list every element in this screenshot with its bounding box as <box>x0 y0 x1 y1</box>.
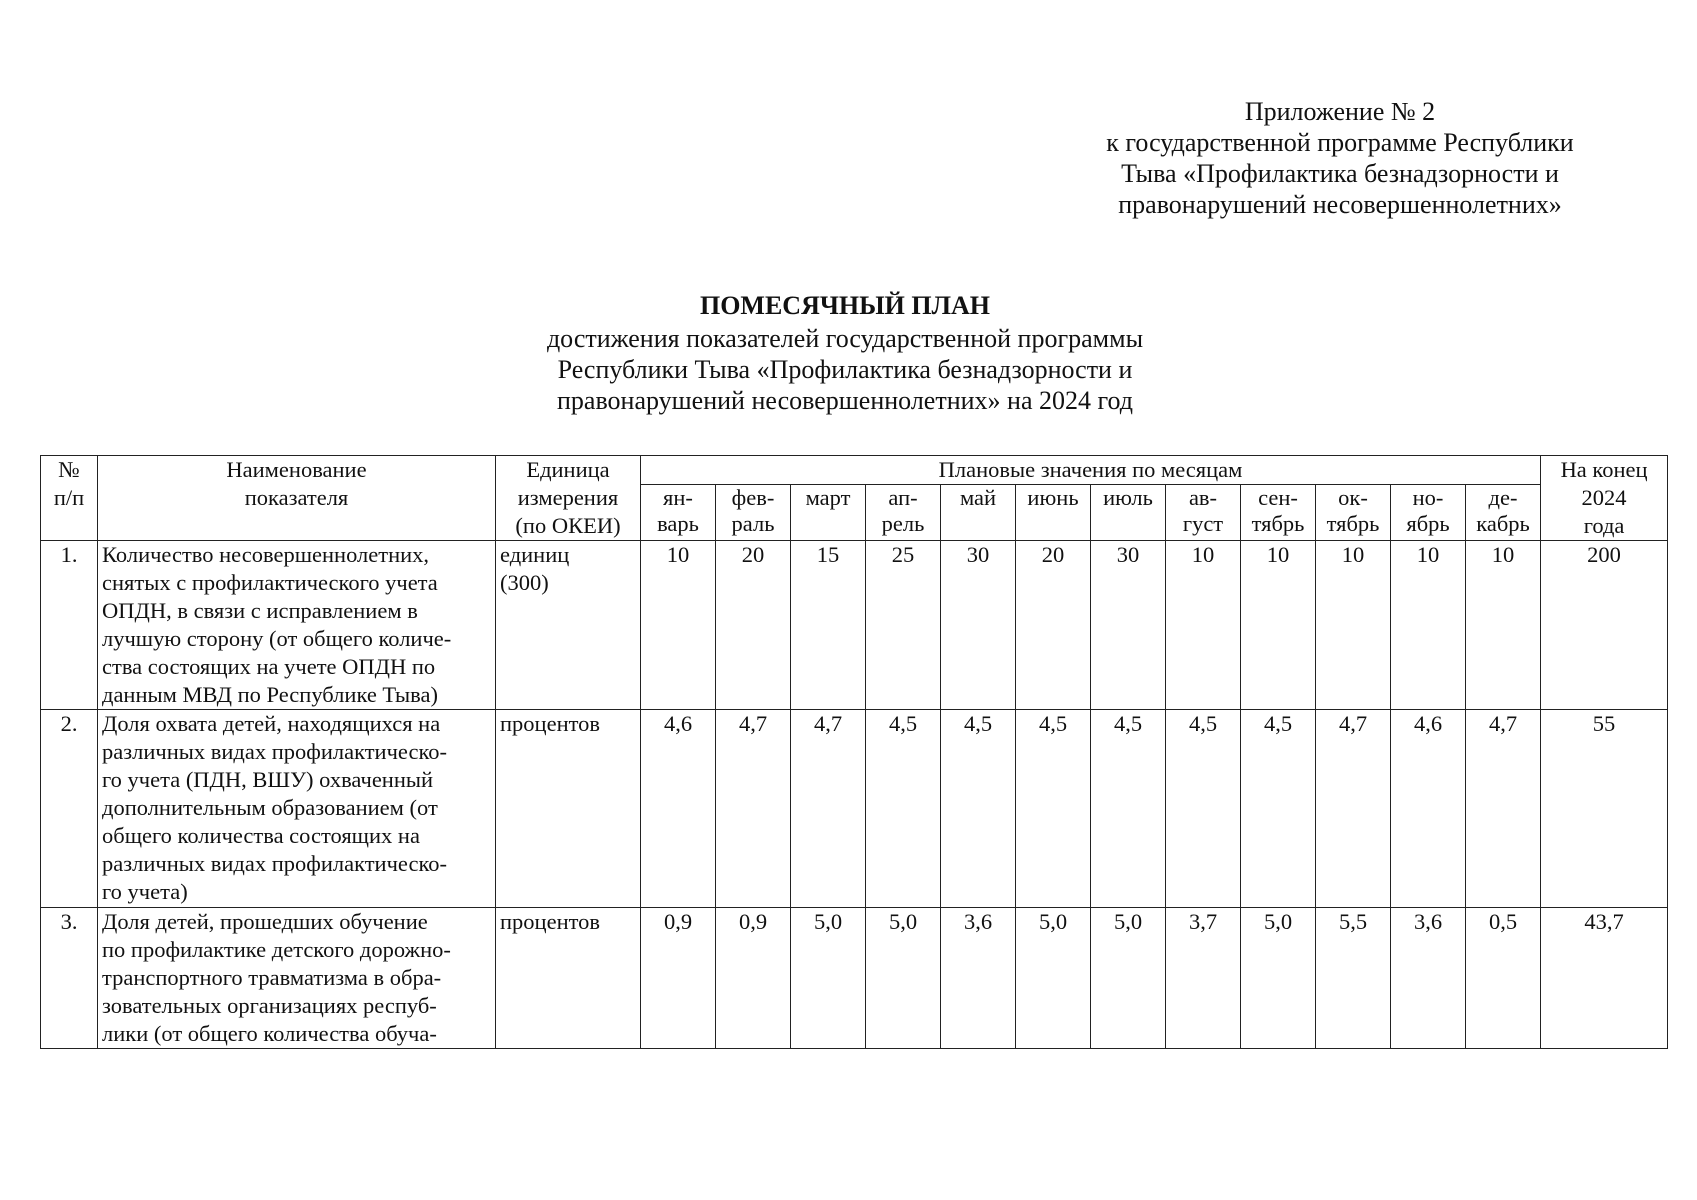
subtitle-line: правонарушений несовершеннолетних» на 2024 год <box>557 386 1133 415</box>
indicator-name <box>98 908 496 1049</box>
header-month-line: тябрь <box>1251 511 1305 536</box>
header-month-line: рель <box>881 511 925 536</box>
indicator-name <box>98 541 496 710</box>
header-month-line: ок- <box>1338 485 1368 510</box>
month-value: 10 <box>1391 541 1466 710</box>
indicator-name-line: дополнительным образованием (от <box>102 795 438 820</box>
row-number: 2. <box>41 710 98 908</box>
header-month <box>1241 485 1316 541</box>
header-unit <box>496 456 641 541</box>
subtitle-line: достижения показателей государственной программы <box>546 324 1144 353</box>
unit-of-measure <box>496 710 641 908</box>
header-month-line: ап- <box>888 485 918 510</box>
month-value: 3,6 <box>1391 908 1466 1049</box>
year-end-value: 55 <box>1541 710 1668 908</box>
month-value: 4,5 <box>1166 710 1241 908</box>
header-month-line: фев- <box>731 485 775 510</box>
month-value: 5,0 <box>1016 908 1091 1049</box>
indicator-name-line: ства состоящих на учете ОПДН по <box>102 654 436 679</box>
indicator-name-line: общего количества состоящих на <box>102 823 420 848</box>
header-month-line: май <box>959 485 997 510</box>
header-month-line: июнь <box>1027 485 1079 510</box>
header-month <box>791 485 866 541</box>
month-value: 4,7 <box>791 710 866 908</box>
month-value: 4,6 <box>1391 710 1466 908</box>
header-unit-line: Единица <box>526 457 610 482</box>
indicator-name-line: Доля охвата детей, находящихся на <box>102 711 441 736</box>
header-total-line: года <box>1583 513 1625 538</box>
header-month <box>1091 485 1166 541</box>
table-row <box>41 908 1668 1049</box>
header-month-line: ян- <box>663 485 693 510</box>
month-value: 15 <box>791 541 866 710</box>
header-name-line: Наименование <box>226 457 367 482</box>
month-value: 3,6 <box>941 908 1016 1049</box>
indicator-name-line: снятых с профилактического учета <box>102 570 438 595</box>
appendix-line: к государственной программе Республики <box>1106 128 1574 157</box>
month-value: 10 <box>1466 541 1541 710</box>
month-value: 5,0 <box>1241 908 1316 1049</box>
unit-line: процентов <box>500 909 601 934</box>
indicator-name-line: лики (от общего количества обуча- <box>102 1021 437 1046</box>
month-value: 5,0 <box>866 908 941 1049</box>
monthly-plan-table <box>40 455 1668 1049</box>
month-value: 4,5 <box>866 710 941 908</box>
header-month <box>1316 485 1391 541</box>
unit-line: процентов <box>500 711 601 736</box>
month-value: 4,5 <box>941 710 1016 908</box>
header-month <box>641 485 716 541</box>
appendix-line: Тыва «Профилактика безнадзорности и <box>1121 159 1559 188</box>
indicator-name-line: го учета (ПДН, ВШУ) охваченный <box>102 767 434 792</box>
header-month <box>1391 485 1466 541</box>
indicator-name-line: Доля детей, прошедших обучение <box>102 909 428 934</box>
header-total-line: На конец <box>1560 457 1648 482</box>
header-month-line: кабрь <box>1476 511 1530 536</box>
document-title: ПОМЕСЯЧНЫЙ ПЛАН <box>699 291 991 320</box>
month-value: 0,5 <box>1466 908 1541 1049</box>
table-row <box>41 541 1668 710</box>
document-heading <box>330 290 1360 416</box>
header-num-line: № <box>58 457 80 482</box>
header-total <box>1541 456 1668 541</box>
month-value: 10 <box>1316 541 1391 710</box>
header-num-line: п/п <box>53 485 85 510</box>
month-value: 5,0 <box>1091 908 1166 1049</box>
header-month <box>1166 485 1241 541</box>
row-number: 1. <box>41 541 98 710</box>
header-month-line: ав- <box>1188 485 1218 510</box>
month-value: 4,7 <box>716 710 791 908</box>
header-month-line: де- <box>1488 485 1518 510</box>
header-month-line: густ <box>1182 511 1224 536</box>
year-end-value: 200 <box>1541 541 1668 710</box>
header-month <box>941 485 1016 541</box>
table-row <box>41 710 1668 908</box>
indicator-name-line: лучшую сторону (от общего количе- <box>102 626 452 651</box>
indicator-name-line: зовательных организациях респуб- <box>102 993 437 1018</box>
month-value: 3,7 <box>1166 908 1241 1049</box>
header-month-line: тябрь <box>1326 511 1380 536</box>
header-unit-line: измерения <box>517 485 619 510</box>
appendix-note <box>1040 96 1640 220</box>
month-value: 4,7 <box>1316 710 1391 908</box>
indicator-name-line: Количество несовершеннолетних, <box>102 542 430 567</box>
header-month <box>1466 485 1541 541</box>
month-value: 4,5 <box>1091 710 1166 908</box>
unit-of-measure <box>496 908 641 1049</box>
header-name <box>98 456 496 541</box>
header-plan-group: Плановые значения по месяцам <box>641 456 1541 485</box>
month-value: 20 <box>1016 541 1091 710</box>
month-value: 10 <box>1166 541 1241 710</box>
row-number: 3. <box>41 908 98 1049</box>
appendix-line: правонарушений несовершеннолетних» <box>1118 190 1562 219</box>
month-value: 4,5 <box>1016 710 1091 908</box>
header-month <box>866 485 941 541</box>
header-month <box>1016 485 1091 541</box>
header-unit-line: (по ОКЕИ) <box>515 513 621 538</box>
year-end-value: 43,7 <box>1541 908 1668 1049</box>
appendix-line: Приложение № 2 <box>1244 97 1436 126</box>
indicator-name-line: го учета) <box>102 879 188 904</box>
month-value: 10 <box>1241 541 1316 710</box>
month-value: 5,5 <box>1316 908 1391 1049</box>
month-value: 25 <box>866 541 941 710</box>
header-month-line: раль <box>731 511 775 536</box>
unit-of-measure <box>496 541 641 710</box>
header-month-line: ябрь <box>1406 511 1450 536</box>
header-row-group <box>41 456 1668 485</box>
month-value: 4,7 <box>1466 710 1541 908</box>
month-value: 10 <box>641 541 716 710</box>
indicator-name-line: по профилактике детского дорожно- <box>102 937 451 962</box>
indicator-name-line: различных видах профилактическо- <box>102 739 447 764</box>
header-name-line: показателя <box>244 485 349 510</box>
indicator-name <box>98 710 496 908</box>
month-value: 20 <box>716 541 791 710</box>
header-month-line: сен- <box>1258 485 1298 510</box>
indicator-name-line: данным МВД по Республике Тыва) <box>102 682 438 707</box>
header-num <box>41 456 98 541</box>
header-month-line: варь <box>657 511 699 536</box>
month-value: 30 <box>1091 541 1166 710</box>
month-value: 4,5 <box>1241 710 1316 908</box>
header-total-line: 2024 <box>1581 485 1627 510</box>
unit-line: (300) <box>500 570 549 595</box>
month-value: 0,9 <box>641 908 716 1049</box>
subtitle-line: Республики Тыва «Профилактика безнадзорности и <box>557 355 1133 384</box>
header-month <box>716 485 791 541</box>
month-value: 5,0 <box>791 908 866 1049</box>
indicator-name-line: транспортного травматизма в обра- <box>102 965 442 990</box>
month-value: 0,9 <box>716 908 791 1049</box>
month-value: 4,6 <box>641 710 716 908</box>
table-body <box>41 541 1668 1049</box>
indicator-name-line: ОПДН, в связи с исправлением в <box>102 598 418 623</box>
header-month-line: но- <box>1412 485 1444 510</box>
header-month-line: март <box>805 485 851 510</box>
header-month-line: июль <box>1103 485 1153 510</box>
month-value: 30 <box>941 541 1016 710</box>
indicator-name-line: различных видах профилактическо- <box>102 851 447 876</box>
unit-line: единиц <box>500 542 570 567</box>
